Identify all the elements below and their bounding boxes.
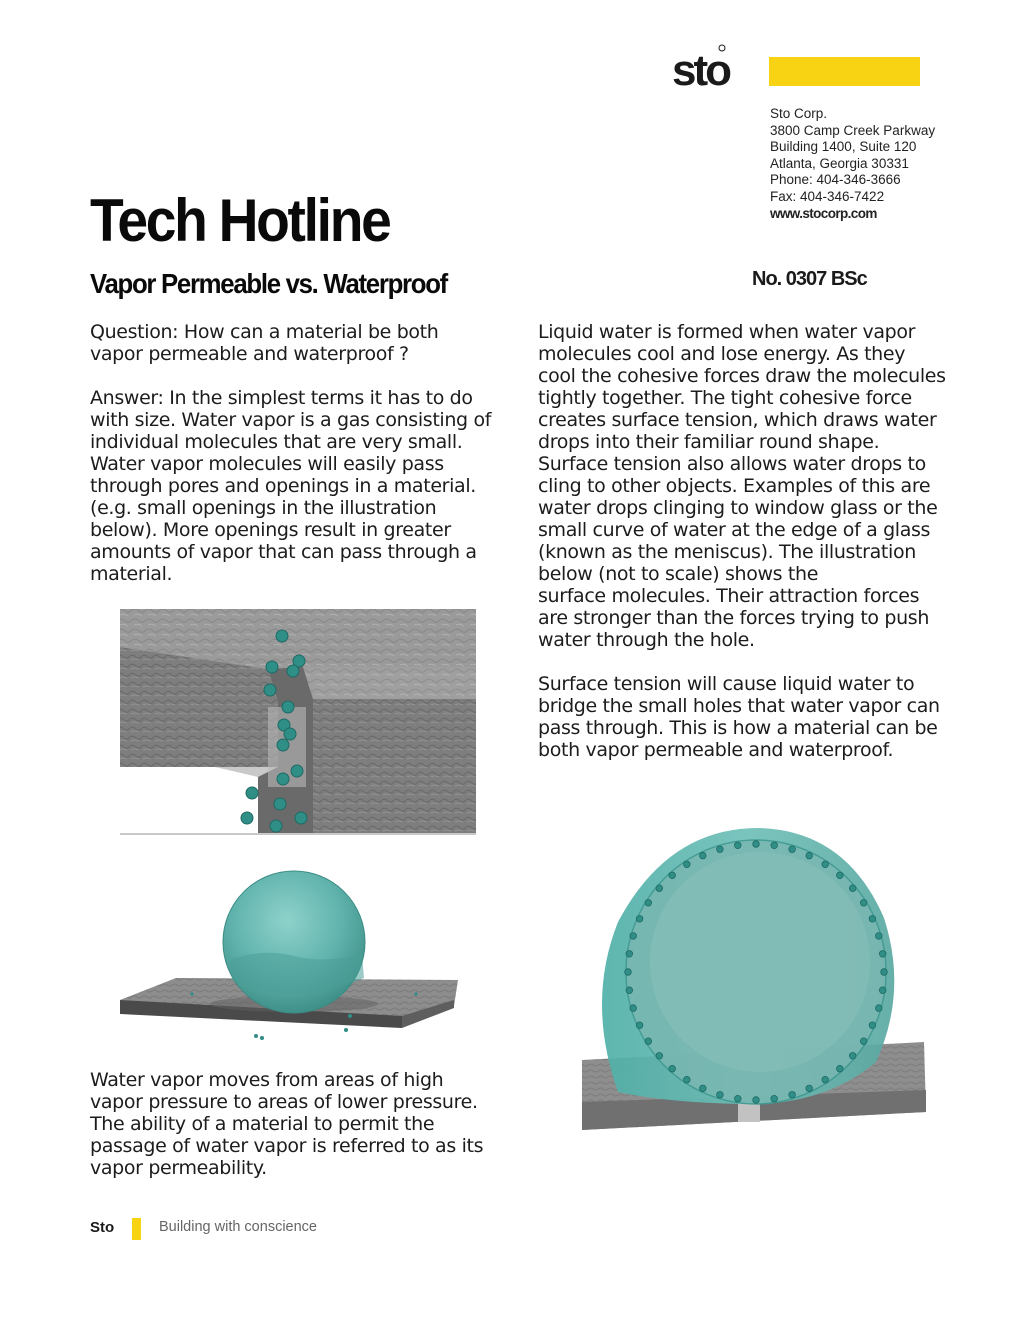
surface-molecule — [636, 1022, 643, 1029]
text-line: molecules cool and lose energy. As they — [538, 343, 906, 365]
address-line: 3800 Camp Creek Parkway — [770, 122, 936, 138]
surface-molecule — [656, 885, 663, 892]
surface-molecule — [684, 861, 691, 868]
surface-molecule — [881, 969, 888, 976]
text-line: passage of water vapor is referred to as its — [90, 1135, 484, 1157]
surface-molecule — [630, 933, 637, 940]
surface-molecule — [626, 951, 633, 958]
fax-line: Fax: 404-346-7422 — [770, 188, 885, 204]
text-line: water through the hole. — [538, 629, 755, 651]
surface-molecule — [753, 1097, 760, 1104]
text-line: vapor permeable and waterproof ? — [90, 343, 409, 365]
yellow-brand-bar — [769, 57, 920, 86]
vapor-through-opening-illustration — [118, 607, 478, 837]
surface-molecule — [630, 1005, 637, 1012]
surface-molecule — [879, 987, 886, 994]
surface-molecule — [717, 846, 724, 853]
address-line: Building 1400, Suite 120 — [770, 139, 917, 155]
text-line: Answer: In the simplest terms it has to do — [90, 387, 473, 409]
text-line: (e.g. small openings in the illustration — [90, 497, 437, 519]
surface-molecule — [625, 969, 632, 976]
text-line: surface molecules. Their attraction forces — [538, 585, 920, 607]
text-line: drops into their familiar round shape. — [538, 431, 880, 453]
surface-molecule — [700, 852, 707, 859]
text-line: individual molecules that are very small. — [90, 431, 463, 453]
text-line: creates surface tension, which draws water — [538, 409, 937, 431]
surface-molecule — [869, 916, 876, 923]
surface-molecule — [879, 951, 886, 958]
text-line: Surface tension will cause liquid water to — [538, 673, 915, 695]
surface-molecule — [789, 1092, 796, 1099]
surface-molecule — [789, 846, 796, 853]
address-line: Atlanta, Georgia 30331 — [770, 155, 909, 171]
surface-molecule — [669, 1065, 676, 1072]
phone-line: Phone: 404-346-3666 — [770, 172, 901, 188]
document-number: No. 0307 BSc — [752, 268, 867, 290]
surface-molecule — [806, 1085, 813, 1092]
surface-molecule — [837, 872, 844, 879]
liquid-water-paragraph — [538, 321, 946, 651]
surface-molecule — [735, 1095, 742, 1102]
surface-molecule — [849, 885, 856, 892]
website-link[interactable]: www.stocorp.com — [770, 205, 877, 221]
text-line: Question: How can a material be both — [90, 321, 439, 343]
surface-molecule — [656, 1053, 663, 1060]
answer-paragraph — [90, 387, 491, 585]
company-address — [770, 106, 935, 222]
text-line: The ability of a material to permit the — [90, 1113, 435, 1135]
text-line: Surface tension also allows water drops to — [538, 453, 926, 475]
surface-molecule — [869, 1022, 876, 1029]
text-line: cling to other objects. Examples of this are — [538, 475, 931, 497]
text-line: bridge the small holes that water vapor can — [538, 695, 940, 717]
surface-tension-drop-illustration — [578, 822, 930, 1152]
surface-molecule — [822, 1076, 829, 1083]
text-line: water drops clinging to window glass or the — [538, 497, 938, 519]
text-line: amounts of vapor that can pass through a — [90, 541, 477, 563]
footer-brand: Sto — [90, 1219, 115, 1236]
surface-molecule — [669, 872, 676, 879]
footer-yellow-bar — [132, 1218, 141, 1240]
surface-molecule — [700, 1085, 707, 1092]
surface-molecule — [636, 916, 643, 923]
page-subtitle: Vapor Permeable vs. Waterproof — [90, 268, 447, 299]
text-line: Liquid water is formed when water vapor — [538, 321, 916, 343]
question-paragraph — [90, 321, 438, 365]
text-line: Water vapor moves from areas of high — [90, 1069, 444, 1091]
surface-molecule — [771, 1095, 778, 1102]
text-line: tightly together. The tight cohesive force — [538, 387, 912, 409]
surface-molecule — [771, 842, 778, 849]
text-line: cool the cohesive forces draw the molecules — [538, 365, 946, 387]
surface-tension-paragraph — [538, 673, 940, 761]
page-title: Tech Hotline — [90, 187, 390, 254]
surface-molecule — [837, 1065, 844, 1072]
surface-molecule — [735, 842, 742, 849]
surface-molecule — [645, 1038, 652, 1045]
surface-molecule — [806, 852, 813, 859]
text-line: Water vapor molecules will easily pass — [90, 453, 444, 475]
address-line: Sto Corp. — [770, 106, 828, 121]
text-line: vapor pressure to areas of lower pressure. — [90, 1091, 478, 1113]
surface-molecule — [753, 841, 760, 848]
text-line: pass through. This is how a material can be — [538, 717, 938, 739]
surface-molecule — [849, 1053, 856, 1060]
surface-molecule — [822, 861, 829, 868]
surface-molecule — [860, 900, 867, 907]
surface-molecule — [717, 1092, 724, 1099]
vapor-permeability-paragraph — [90, 1069, 483, 1179]
sto-logo — [672, 44, 752, 90]
text-line: (known as the meniscus). The illustration — [538, 541, 916, 563]
logo-wordmark: sto — [672, 46, 729, 90]
surface-molecule — [876, 933, 883, 940]
text-line: below). More openings result in greater — [90, 519, 451, 541]
surface-molecule — [626, 987, 633, 994]
surface-molecule — [684, 1076, 691, 1083]
footer-tagline: Building with conscience — [159, 1219, 317, 1235]
text-line: both vapor permeable and waterproof. — [538, 739, 894, 761]
surface-molecule — [876, 1005, 883, 1012]
text-line: are stronger than the forces trying to push — [538, 607, 930, 629]
text-line: vapor permeability. — [90, 1157, 267, 1179]
text-line: through pores and openings in a material. — [90, 475, 476, 497]
text-line: material. — [90, 563, 173, 585]
water-drop-on-surface-illustration — [112, 868, 464, 1043]
surface-molecule — [645, 900, 652, 907]
text-line: below (not to scale) shows the — [538, 563, 819, 585]
surface-molecule — [860, 1038, 867, 1045]
text-line: with size. Water vapor is a gas consisting of — [90, 409, 492, 431]
text-line: small curve of water at the edge of a glass — [538, 519, 931, 541]
